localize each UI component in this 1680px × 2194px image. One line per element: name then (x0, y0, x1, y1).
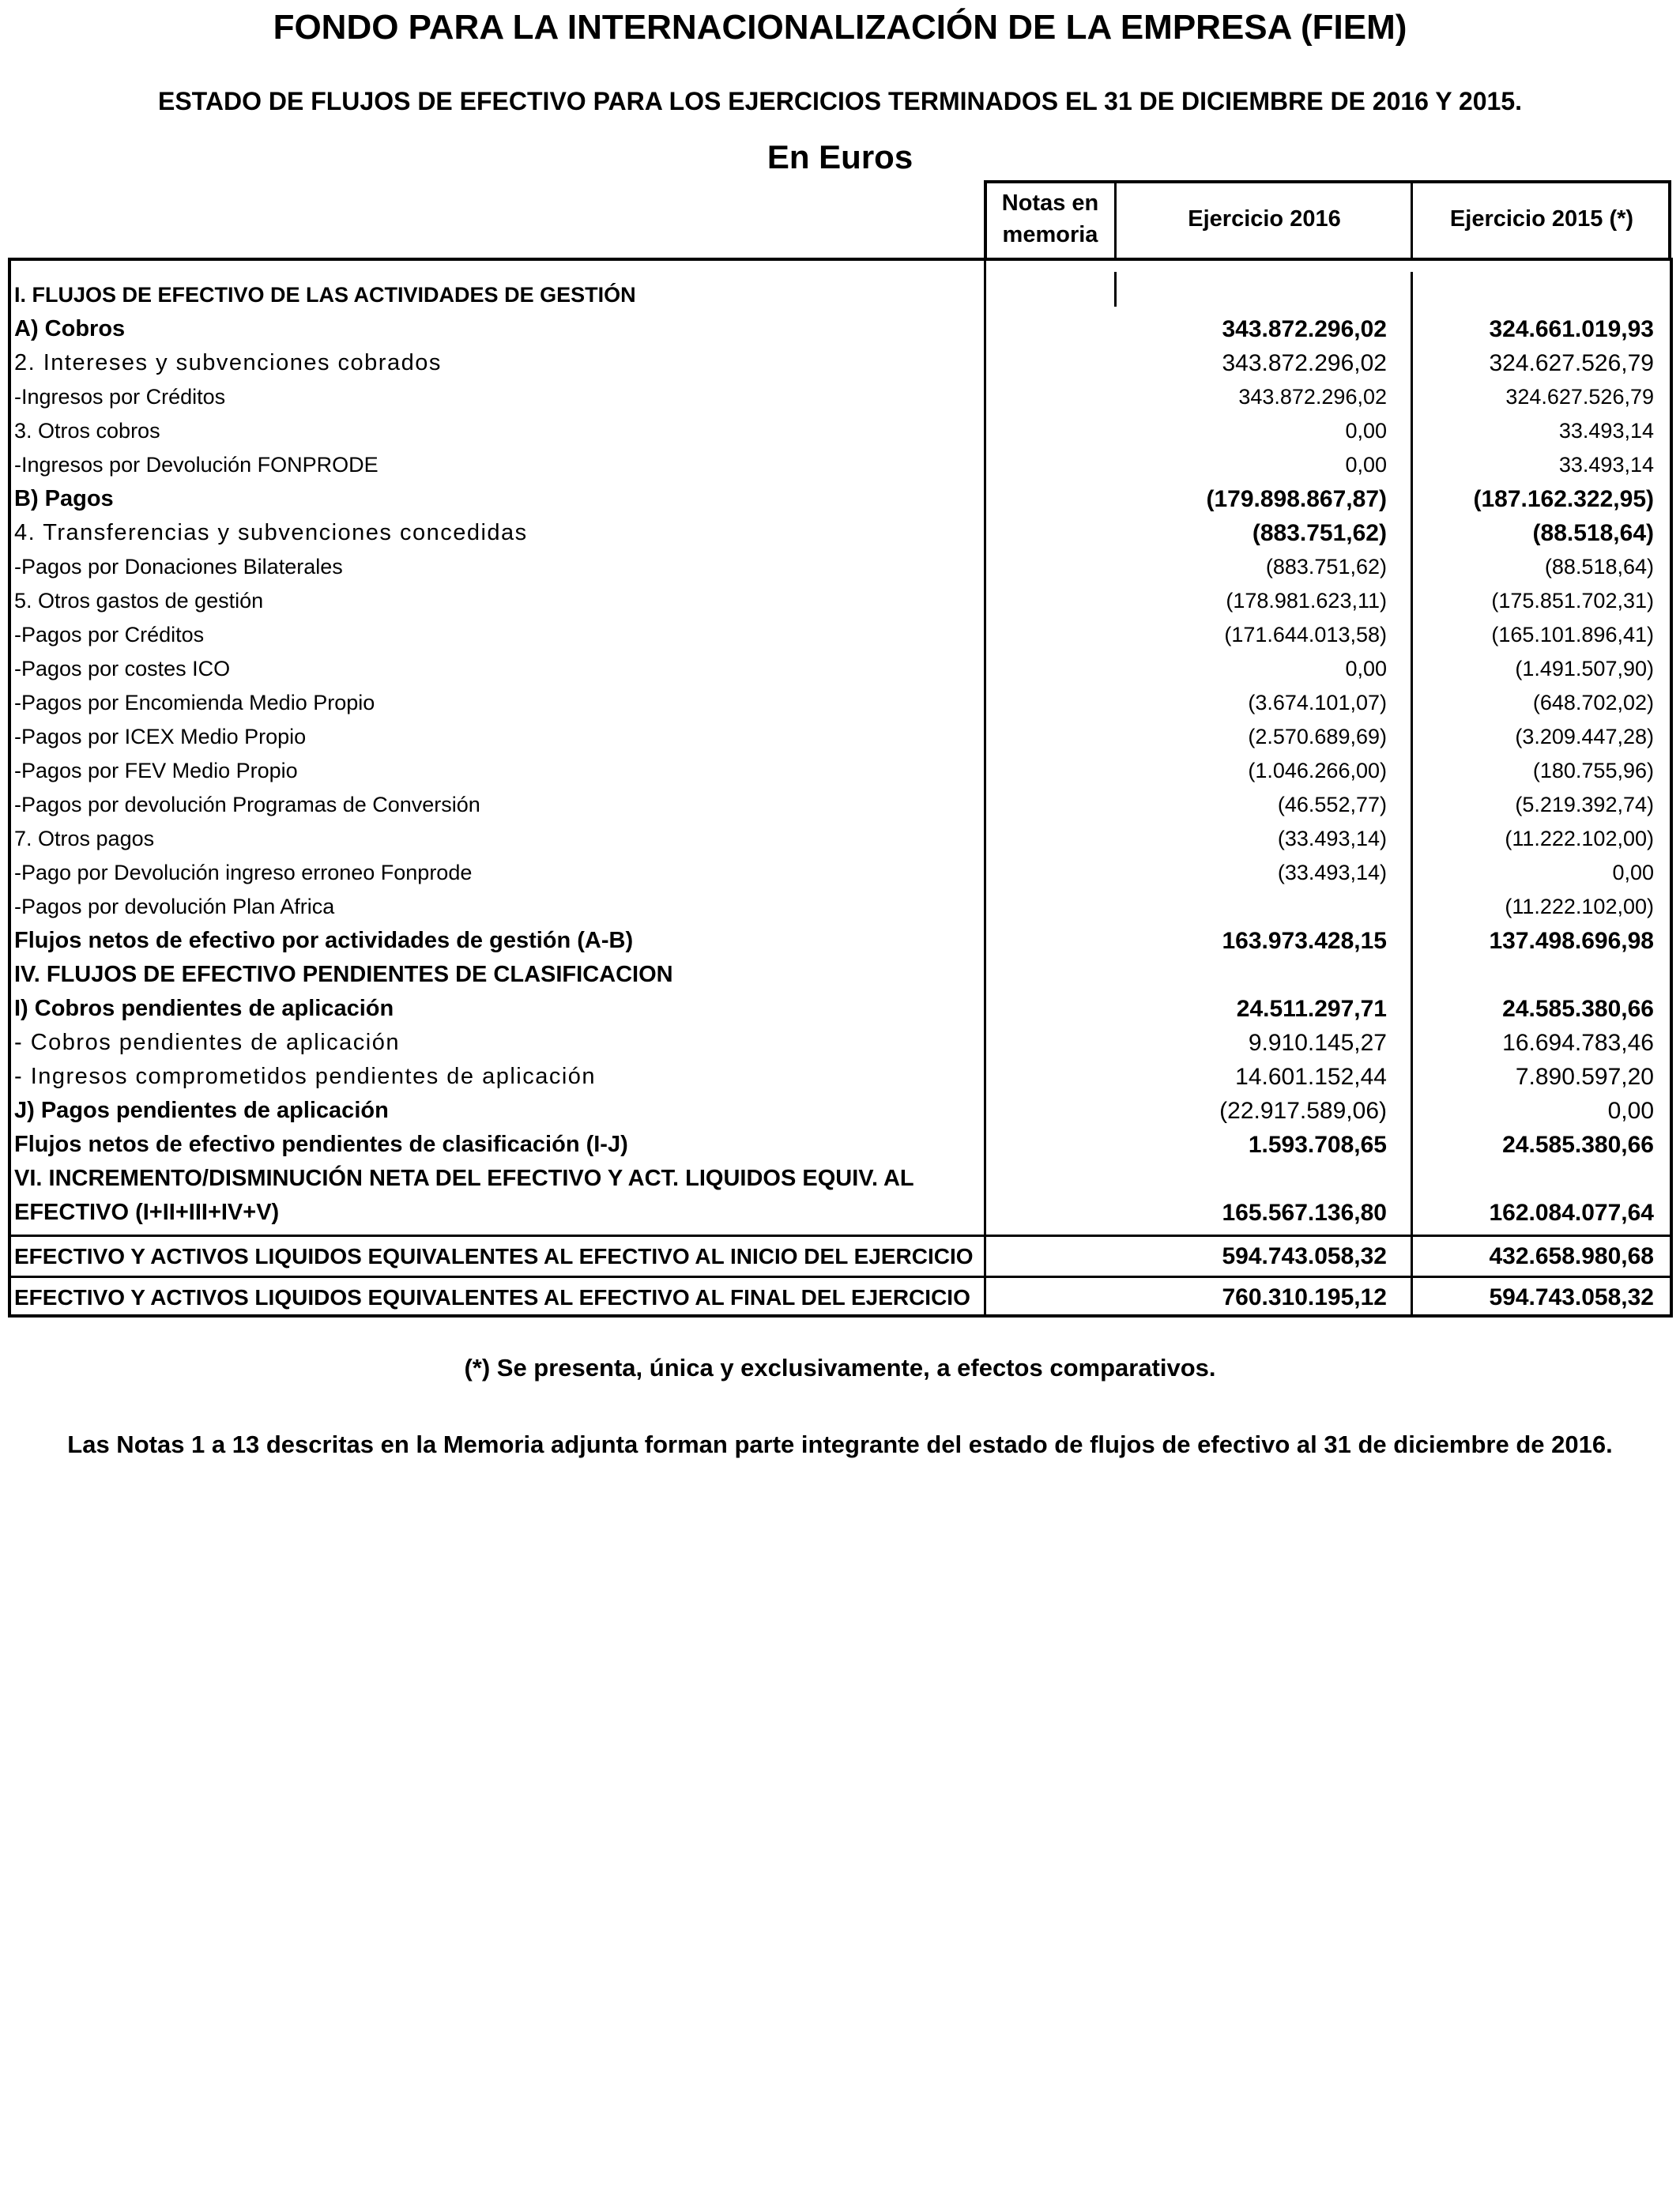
table-row (8, 1280, 1673, 1314)
row-label: I) Cobros pendientes de aplicación (14, 996, 394, 1021)
table-row (8, 516, 1673, 550)
value-2015: (88.518,64) (1544, 555, 1654, 579)
table-row (8, 754, 1673, 788)
table-row (8, 414, 1673, 448)
value-2016: 9.910.145,27 (1248, 1030, 1387, 1056)
table-row (8, 1026, 1673, 1060)
table-row (8, 958, 1673, 992)
value-2015: (88.518,64) (1532, 520, 1654, 546)
value-2015: (3.209.447,28) (1515, 725, 1654, 748)
value-2015: 7.890.597,20 (1515, 1064, 1654, 1090)
row-label: J) Pagos pendientes de aplicación (14, 1098, 389, 1123)
table-row (8, 448, 1673, 482)
table-row (8, 380, 1673, 414)
value-2016: 165.567.136,80 (1222, 1200, 1387, 1226)
table-row (8, 822, 1673, 856)
row-label: -Pagos por Encomienda Medio Propio (14, 691, 375, 714)
value-2016: 343.872.296,02 (1222, 316, 1387, 342)
page-title: FONDO PARA LA INTERNACIONALIZACIÓN DE LA EMPRESA (FIEM) (273, 8, 1407, 47)
value-2015: (5.219.392,74) (1515, 793, 1654, 816)
footnote-notes: Las Notas 1 a 13 descritas en la Memoria adjunta forman parte integrante del estado de flujos de efectivo al 31 de diciembre de 2016. (67, 1431, 1613, 1458)
table-row (8, 1196, 1673, 1230)
row-divider (8, 1276, 1673, 1278)
value-2015: (648.702,02) (1532, 691, 1654, 714)
value-2015: 16.694.783,46 (1502, 1030, 1654, 1056)
row-label: -Ingresos por Créditos (14, 385, 226, 409)
value-2016: 0,00 (1345, 657, 1387, 680)
value-2015: (165.101.896,41) (1491, 623, 1654, 647)
row-label: -Pagos por Donaciones Bilaterales (14, 555, 343, 579)
value-2016: (1.046.266,00) (1248, 759, 1387, 782)
table-row (8, 1239, 1673, 1273)
value-2016: (883.751,62) (1252, 520, 1387, 546)
value-2015: 0,00 (1612, 861, 1654, 884)
table-row (8, 788, 1673, 822)
row-label: -Pagos por costes ICO (14, 657, 231, 680)
row-label: I. FLUJOS DE EFECTIVO DE LAS ACTIVIDADES DE GESTIÓN (14, 283, 636, 307)
value-2015: 162.084.077,64 (1489, 1200, 1654, 1226)
value-2016: (46.552,77) (1277, 793, 1387, 816)
value-2015: 137.498.696,98 (1489, 928, 1654, 954)
value-2015: 432.658.980,68 (1489, 1243, 1654, 1269)
table-row (8, 550, 1673, 584)
row-label: Flujos netos de efectivo pendientes de clasificación (I-J) (14, 1132, 628, 1157)
value-2016: 594.743.058,32 (1222, 1243, 1387, 1269)
table-row (8, 278, 1673, 312)
value-2015: 324.627.526,79 (1489, 350, 1654, 376)
table-row (8, 618, 1673, 652)
row-label: 3. Otros cobros (14, 419, 160, 443)
row-label: -Ingresos por Devolución FONPRODE (14, 453, 379, 477)
row-label: EFECTIVO Y ACTIVOS LIQUIDOS EQUIVALENTES AL EFECTIVO AL INICIO DEL EJERCICIO (14, 1244, 974, 1269)
value-2016: 14.601.152,44 (1235, 1064, 1387, 1090)
row-label: 5. Otros gastos de gestión (14, 589, 264, 613)
table-row (8, 652, 1673, 686)
value-2015: 324.661.019,93 (1489, 316, 1654, 342)
value-2015: (11.222.102,00) (1505, 895, 1654, 918)
table-row (8, 312, 1673, 346)
table-row (8, 890, 1673, 924)
row-label: IV. FLUJOS DE EFECTIVO PENDIENTES DE CLASIFICACION (14, 962, 673, 987)
row-label: -Pagos por devolución Programas de Conversión (14, 793, 480, 816)
table-row (8, 1094, 1673, 1128)
column-header-2015: Ejercicio 2015 (*) (1449, 205, 1634, 232)
table-row (8, 1162, 1673, 1196)
column-header-2016: Ejercicio 2016 (1188, 205, 1341, 232)
column-header-notas-line1: Notas en (1001, 190, 1099, 216)
value-2015: 33.493,14 (1558, 453, 1654, 477)
value-2016: 1.593.708,65 (1248, 1132, 1387, 1158)
value-2016: (3.674.101,07) (1248, 691, 1387, 714)
value-2015: (180.755,96) (1532, 759, 1654, 782)
column-header-notas-line2: memoria (1002, 222, 1098, 247)
value-2016: (22.917.589,06) (1219, 1098, 1387, 1124)
value-2015: 594.743.058,32 (1489, 1284, 1654, 1310)
table-row (8, 1128, 1673, 1162)
value-2016: 760.310.195,12 (1222, 1284, 1387, 1310)
table-row (8, 1060, 1673, 1094)
row-label: EFECTIVO (I+II+III+IV+V) (14, 1200, 280, 1225)
value-2016: 163.973.428,15 (1222, 928, 1387, 954)
row-label: EFECTIVO Y ACTIVOS LIQUIDOS EQUIVALENTES AL EFECTIVO AL FINAL DEL EJERCICIO (14, 1285, 970, 1310)
row-label: 4. Transferencias y subvenciones concedidas (14, 520, 528, 545)
table-row (8, 346, 1673, 380)
value-2015: 33.493,14 (1558, 419, 1654, 443)
value-2016: (178.981.623,11) (1226, 589, 1387, 613)
value-2016: 343.872.296,02 (1238, 385, 1387, 409)
value-2015: 24.585.380,66 (1502, 996, 1654, 1022)
row-label: -Pagos por Créditos (14, 623, 205, 647)
row-label: 2. Intereses y subvenciones cobrados (14, 350, 442, 375)
value-2016: (179.898.867,87) (1206, 486, 1387, 512)
value-2016: 0,00 (1345, 419, 1387, 443)
value-2016: 343.872.296,02 (1222, 350, 1387, 376)
value-2015: 0,00 (1607, 1098, 1654, 1124)
value-2016: (33.493,14) (1277, 861, 1387, 884)
units-label: En Euros (767, 138, 913, 175)
value-2015: 24.585.380,66 (1502, 1132, 1654, 1158)
table-row (8, 686, 1673, 720)
row-label: -Pagos por FEV Medio Propio (14, 759, 298, 782)
table-row (8, 584, 1673, 618)
table-row (8, 720, 1673, 754)
value-2015: (11.222.102,00) (1505, 827, 1654, 850)
row-divider (8, 1235, 1673, 1237)
value-2016: (2.570.689,69) (1248, 725, 1387, 748)
row-label: 7. Otros pagos (14, 827, 155, 850)
row-label: A) Cobros (14, 316, 126, 341)
table-row (8, 856, 1673, 890)
value-2016: (171.644.013,58) (1224, 623, 1387, 647)
value-2016: 24.511.297,71 (1236, 996, 1387, 1022)
row-label: - Ingresos comprometidos pendientes de aplicación (14, 1064, 597, 1089)
row-label: -Pagos por devolución Plan Africa (14, 895, 335, 918)
row-label: -Pagos por ICEX Medio Propio (14, 725, 307, 748)
row-label: -Pago por Devolución ingreso erroneo Fonprode (14, 861, 473, 884)
value-2015: (175.851.702,31) (1491, 589, 1654, 613)
value-2015: (187.162.322,95) (1473, 486, 1654, 512)
value-2015: 324.627.526,79 (1505, 385, 1654, 409)
column-divider (1411, 180, 1413, 258)
column-divider (1114, 180, 1117, 258)
page-subtitle: ESTADO DE FLUJOS DE EFECTIVO PARA LOS EJERCICIOS TERMINADOS EL 31 DE DICIEMBRE DE 2016 Y 2015. (157, 87, 1523, 115)
value-2016: 0,00 (1345, 453, 1387, 477)
table-row (8, 924, 1673, 958)
row-label: B) Pagos (14, 486, 114, 511)
table-row (8, 482, 1673, 516)
table-row (8, 992, 1673, 1026)
value-2016: (883.751,62) (1265, 555, 1387, 579)
value-2016: (33.493,14) (1277, 827, 1387, 850)
row-label: Flujos netos de efectivo por actividades de gestión (A-B) (14, 928, 634, 953)
value-2015: (1.491.507,90) (1515, 657, 1654, 680)
row-label: - Cobros pendientes de aplicación (14, 1030, 400, 1055)
footnote-comparative: (*) Se presenta, única y exclusivamente, a efectos comparativos. (464, 1354, 1216, 1382)
row-label: VI. INCREMENTO/DISMINUCIÓN NETA DEL EFECTIVO Y ACT. LIQUIDOS EQUIV. AL (14, 1166, 914, 1191)
column-header-notas (984, 180, 1117, 258)
